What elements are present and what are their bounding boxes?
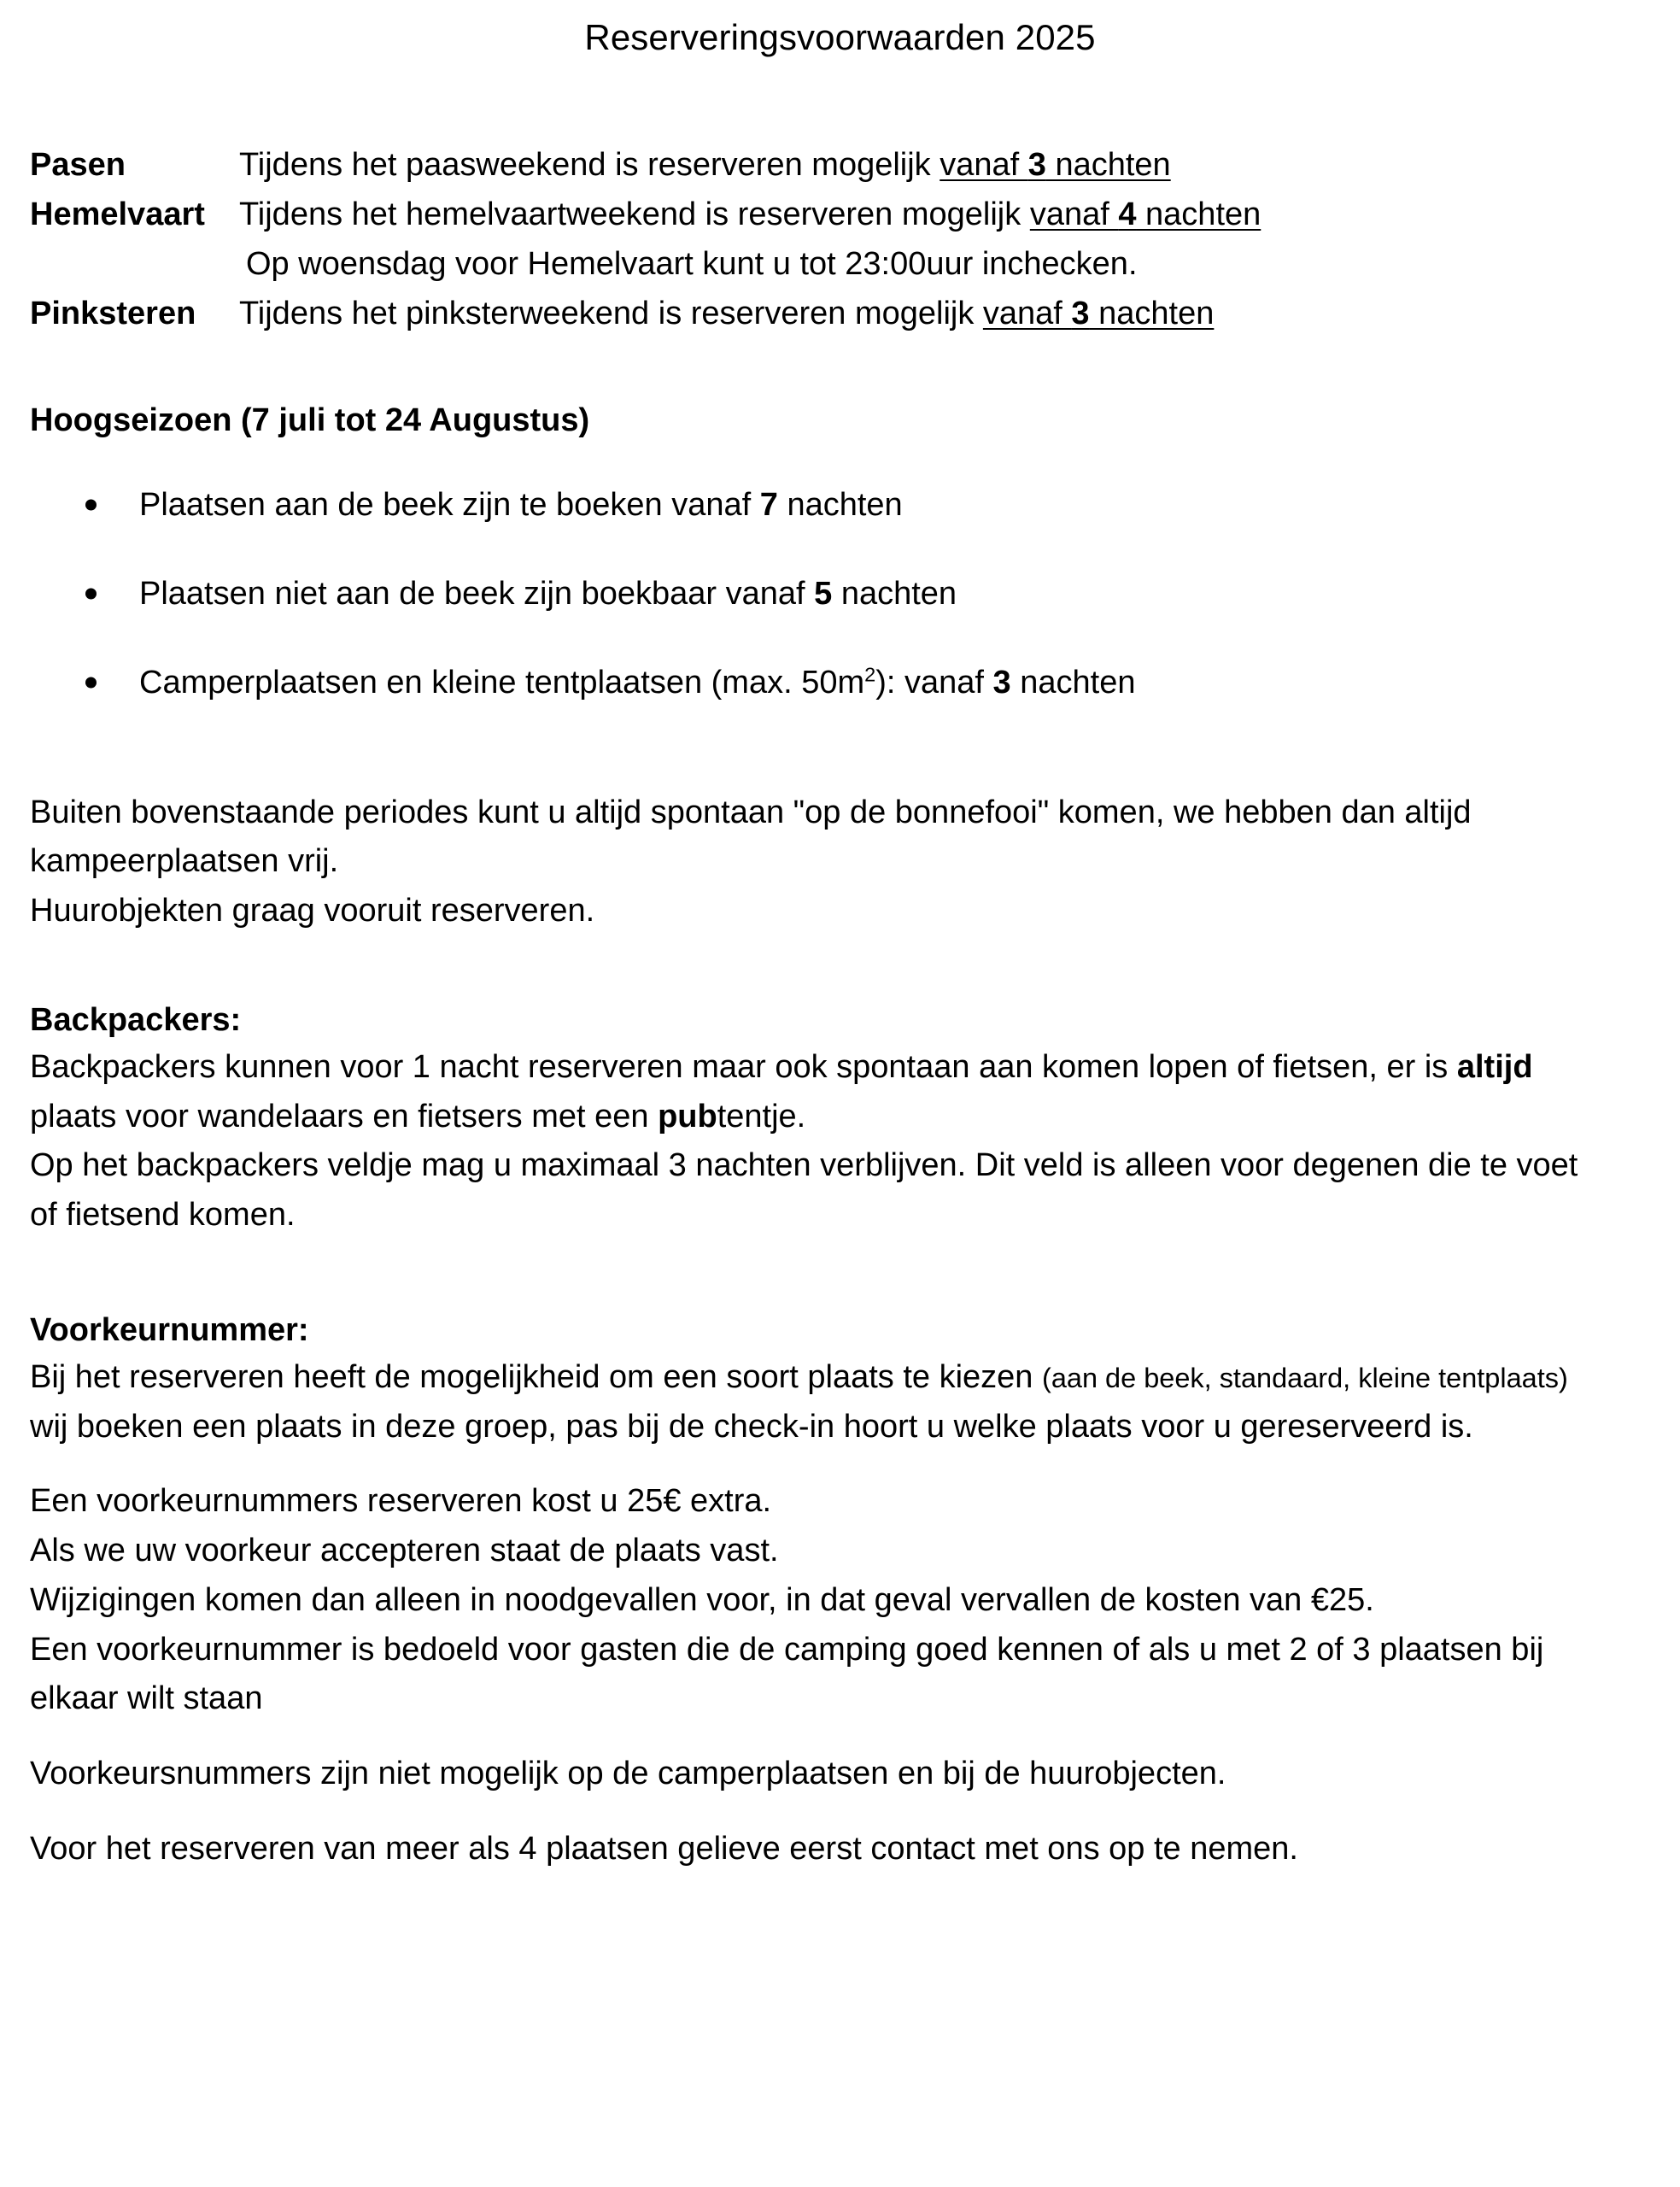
bullet-nights-value: 3 <box>992 664 1011 701</box>
section-heading-hoogseizoen: Hoogseizoen (7 juli tot 24 Augustus) <box>30 402 590 438</box>
backpackers-block <box>0 1036 1680 1240</box>
minimum-suffix: nachten <box>1089 295 1215 331</box>
holiday-minimum-nights-underlined <box>1030 196 1261 232</box>
voorkeurnummer-purpose-line: Een voorkeurnummer is bedoeld voor gasten die de camping goed kennen of als u met 2 of 3 plaatsen bij elkaar wilt staan <box>30 1631 1544 1717</box>
backpackers-text-a: Backpackers kunnen voor 1 nacht reserveren maar ook spontaan aan komen lopen of fietsen, er is <box>30 1048 1457 1085</box>
holiday-description-hemelvaart <box>239 190 1261 239</box>
minimum-nights-value: 3 <box>1071 295 1090 331</box>
bullet-nights-value: 7 <box>759 486 778 523</box>
list-item <box>0 460 1680 549</box>
holiday-minimum-nights-underlined <box>940 147 1170 183</box>
bullet-tail-text: nachten <box>1010 664 1136 701</box>
minimum-prefix: vanaf <box>982 295 1072 331</box>
minimum-suffix: nachten <box>1136 196 1261 232</box>
hemelvaart-checkin-note: Op woensdag voor Hemelvaart kunt u tot 23:00uur inchecken. <box>246 245 1138 282</box>
minimum-prefix: vanaf <box>940 146 1028 183</box>
holiday-description-pasen <box>239 140 1171 190</box>
holiday-lead-text: Tijdens het pinksterweekend is reserveren mogelijk <box>239 295 983 331</box>
bullet-tail-text: nachten <box>832 575 957 612</box>
voorkeur-place-types-parenthetical: (aan de beek, standaard, kleine tentplaats) <box>1042 1362 1568 1393</box>
backpackers-emphasis-altijd: altijd <box>1456 1048 1533 1085</box>
holiday-row <box>30 140 1680 190</box>
holiday-label-hemelvaart: Hemelvaart <box>30 196 205 232</box>
holiday-row <box>30 190 1680 239</box>
backpackers-paragraph-2: Op het backpackers veldje mag u maximaal 3 nachten verblijven. Dit veld is alleen voor degenen die te voet of fietsend komen. <box>30 1147 1578 1233</box>
voorkeurnummer-exclusion-line: Voorkeursnummers zijn niet mogelijk op de camperplaatsen en bij de huurobjecten. <box>30 1756 1226 1791</box>
backpackers-text-b: plaats voor wandelaars en fietsers met een <box>30 1098 659 1135</box>
backpackers-emphasis-pub: pub <box>658 1098 717 1135</box>
voorkeurnummer-block <box>0 1346 1680 1874</box>
minimum-prefix: vanaf <box>1029 196 1119 232</box>
minimum-nights-value: 4 <box>1118 196 1137 232</box>
holiday-description-pinksteren <box>239 289 1214 338</box>
page-title: Reserveringsvoorwaarden 2025 <box>584 17 1096 57</box>
minimum-nights-value: 3 <box>1027 146 1046 183</box>
voorkeurnummer-contact-line: Voor het reserveren van meer als 4 plaatsen gelieve eerst contact met ons op te nemen. <box>30 1830 1298 1867</box>
spontaneous-visits-paragraph: Buiten bovenstaande periodes kunt u altijd spontaan "op de bonnefooi" komen, we hebben dan altijd kampeerplaatsen vrij. <box>30 794 1472 880</box>
section-heading-voorkeurnummer: Voorkeurnummer: <box>30 1311 309 1348</box>
spontaneous-visits-block <box>0 727 1680 936</box>
high-season-bullet-list <box>0 437 1680 727</box>
bullet-tail-text: nachten <box>777 486 903 523</box>
holiday-label-pinksteren: Pinksteren <box>30 295 196 331</box>
voorkeur-intro-text-b: wij boeken een plaats in deze groep, pas bij de check-in hoort u welke plaats voor u gereserveerd is. <box>30 1408 1473 1445</box>
bullet-lead-text: Camperplaatsen en kleine tentplaatsen (max. 50m <box>139 664 865 701</box>
holiday-lead-text: Tijdens het paasweekend is reserveren mogelijk <box>239 146 940 183</box>
section-heading-backpackers: Backpackers: <box>30 1001 242 1038</box>
voorkeur-intro-text-a: Bij het reserveren heeft de mogelijkheid om een soort plaats te kiezen <box>30 1358 1042 1395</box>
backpackers-paragraph-1 <box>30 1043 1597 1142</box>
voorkeurnummer-accept-line: Als we uw voorkeur accepteren staat de plaats vast. <box>30 1533 779 1568</box>
bullet-nights-value: 5 <box>814 575 833 612</box>
rental-objects-note: Huurobjekten graag vooruit reserveren. <box>30 893 595 929</box>
holiday-label-pasen: Pasen <box>30 146 126 183</box>
holiday-row <box>30 289 1680 338</box>
voorkeurnummer-changes-line: Wijzigingen komen dan alleen in noodgevallen voor, in dat geval vervallen de kosten van €25. <box>30 1581 1374 1618</box>
list-item <box>0 638 1680 727</box>
holiday-conditions-block <box>0 61 1680 338</box>
backpackers-text-c: tentje. <box>717 1098 806 1135</box>
bullet-lead-text: Plaatsen niet aan de beek zijn boekbaar vanaf <box>139 575 815 612</box>
holiday-lead-text: Tijdens het hemelvaartweekend is reserveren mogelijk <box>239 196 1030 232</box>
list-item <box>0 549 1680 638</box>
holiday-minimum-nights-underlined <box>983 296 1214 331</box>
voorkeurnummer-cost-line: Een voorkeurnummers reserveren kost u 25€ extra. <box>30 1483 772 1520</box>
square-meter-superscript: 2 <box>864 662 876 685</box>
minimum-suffix: nachten <box>1045 146 1171 183</box>
voorkeurnummer-intro-paragraph <box>30 1353 1597 1452</box>
bullet-lead-text-b: ): vanaf <box>875 664 993 701</box>
bullet-lead-text: Plaatsen aan de beek zijn te boeken vanaf <box>139 486 760 523</box>
